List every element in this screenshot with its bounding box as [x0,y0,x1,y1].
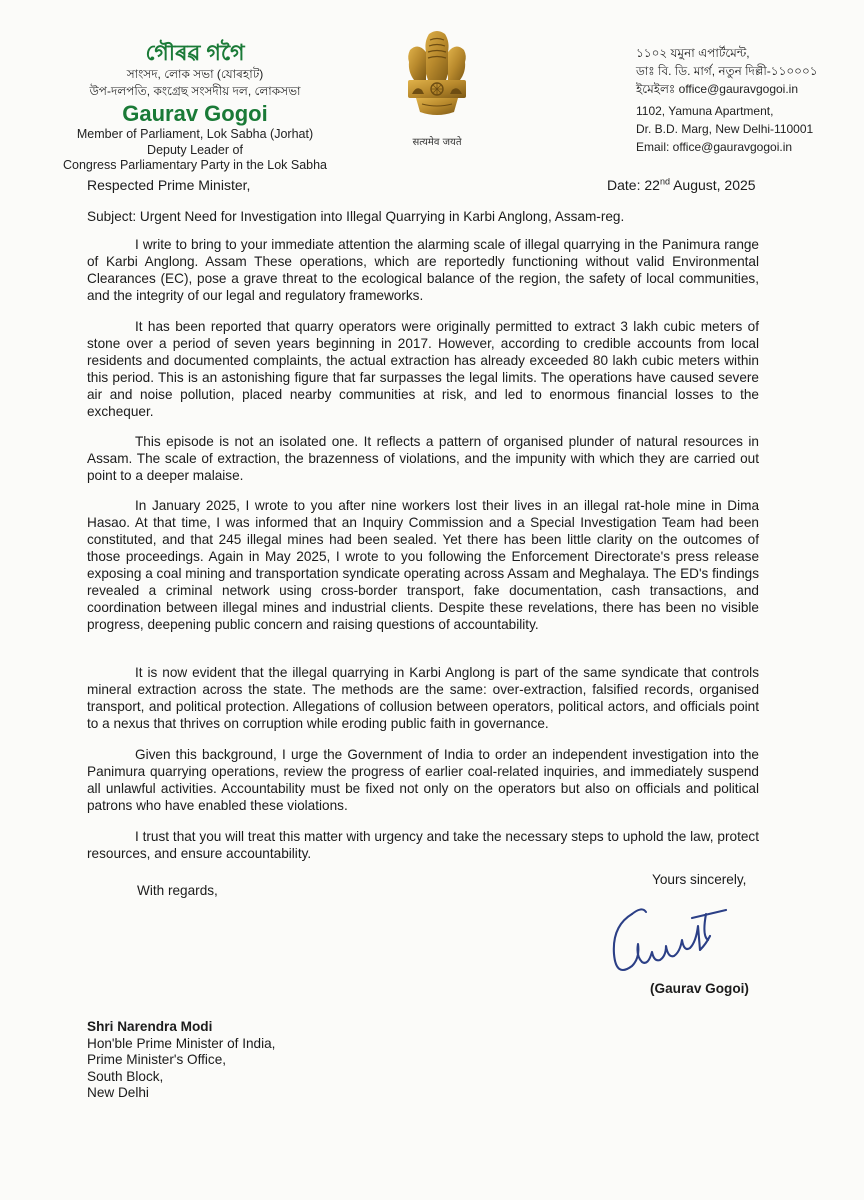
address-english-2: Dr. B.D. Marg, New Delhi-110001 [636,122,814,136]
state-emblem [392,28,482,152]
designation-english-3: Congress Parliamentary Party in the Lok Sabha [62,158,328,172]
subject-line: Subject: Urgent Need for Investigation into Illegal Quarrying in Karbi Anglong, Assam-reg. [87,209,625,224]
addressee-line-3: South Block, [87,1068,164,1084]
addressee-name: Shri Narendra Modi [87,1019,213,1034]
designation-bengali-1: সাংসদ, লোক সভা (যোৰহাট) [126,67,264,81]
designation-english-2: Deputy Leader of [147,142,243,157]
designation-english-1: Member of Parliament, Lok Sabha (Jorhat) [76,127,314,141]
paragraph-2: It has been reported that quarry operators were originally permitted to extract 3 lakh cubic meters of stone over a period of seven years beginning in 2017. However, according to credible accounts from local residents and documented complaints, the actual extraction has already exceeded 80 lakh cubic meters within this period. This is an astonishing figure that far surpasses the legal limits. The operations have caused severe air and noise pollution, placed nearby communities at risk, and led to enormous financial losses to the exchequer. [87,319,759,419]
letterhead-address [636,44,856,156]
name-english: Gaurav Gogoi [122,101,268,126]
addressee-block [87,1019,275,1102]
emblem-motto: सत्यमेव जयते [412,137,462,148]
lion-capital-icon [402,28,472,136]
designation-bengali-2: উপ-দলপতি, কংগ্ৰেছ সংসদীয় দল, লোকসভা [89,84,301,98]
paragraph-3: This episode is not an isolated one. It reflects a pattern of organised plunder of natural resources in Assam. The scale of extraction, the brazenness of violations, and the impunity with which they are carried out point to a deeper malaise. [87,434,759,483]
signatory-name: (Gaurav Gogoi) [650,981,749,996]
paragraph-5: It is now evident that the illegal quarrying in Karbi Anglong is part of the same syndicate that controls mineral extraction across the state. The methods are the same: over-extraction, falsified records, organised transport, and political protection. Allegations of collusion between operators, political actors, and officials point to a nexus that thrives on corruption while eroding public faith in governance. [87,665,759,731]
salutation: Respected Prime Minister, [87,177,251,193]
addressee-line-1: Hon'ble Prime Minister of India, [87,1035,276,1051]
addressee-line-4: New Delhi [87,1085,149,1100]
paragraph-1: I write to bring to your immediate attention the alarming scale of illegal quarrying in the Panimura range of Karbi Anglong. Assam These operations, which are reportedly functioning without valid Environmental Clearances (EC), pose a grave threat to the ecological balance of the region, the safety of local communities, and the integrity of our legal and regulatory frameworks. [87,237,759,303]
letterhead-left [30,40,360,174]
handwritten-signature [602,896,762,988]
paragraph-6: Given this background, I urge the Government of India to order an independent investigation into the Panimura quarrying operations, review the progress of earlier coal-related inquiries, and immediately suspend all unlawful activities. Accountability must be fixed not only on the operators but also on officials and political patrons who have enabled these violations. [87,747,759,813]
closing-regards: With regards, [137,883,218,898]
closing-yours: Yours sincerely, [652,872,747,887]
address-bengali-2: ডাঃ বি. ডি. মাৰ্গ, নতুন দিল্লী-১১০০০১ [636,64,818,78]
letter-date: Date: 22nd August, 2025 [607,176,756,193]
address-english-3: Email: office@gauravgogoi.in [636,140,793,154]
paragraph-7: I trust that you will treat this matter with urgency and take the necessary steps to uphold the law, protect resources, and ensure accountability. [87,829,759,861]
address-bengali-3: ইমেইলঃ office@gauravgogoi.in [636,82,799,96]
name-bengali: গৌৰৱ গগৈ [145,40,245,65]
address-english-1: 1102, Yamuna Apartment, [636,104,774,118]
paragraph-4: In January 2025, I wrote to you after nine workers lost their lives in an illegal rat-hole mine in Dima Hasao. At that time, I was informed that an Inquiry Commission and a Special Investigation Team had been constituted, and that 245 illegal mines had been sealed. Yet there has been little clarity on the outcomes of those proceedings. Again in May 2025, I wrote to you following the Enforcement Directorate's press release exposing a coal mining and transportation syndicate operating across Assam and Meghalaya. The ED's findings revealed a criminal network using cross-border transport, fake documentation, cash transactions, and coordination between illegal mines and industrial clients. Despite these revelations, there has been no visible progress, deepening public concern and raising questions of accountability. [87,498,759,632]
addressee-line-2: Prime Minister's Office, [87,1052,227,1067]
address-bengali-1: ১১০২ যমুনা এপাৰ্টমেন্ট, [636,46,750,60]
